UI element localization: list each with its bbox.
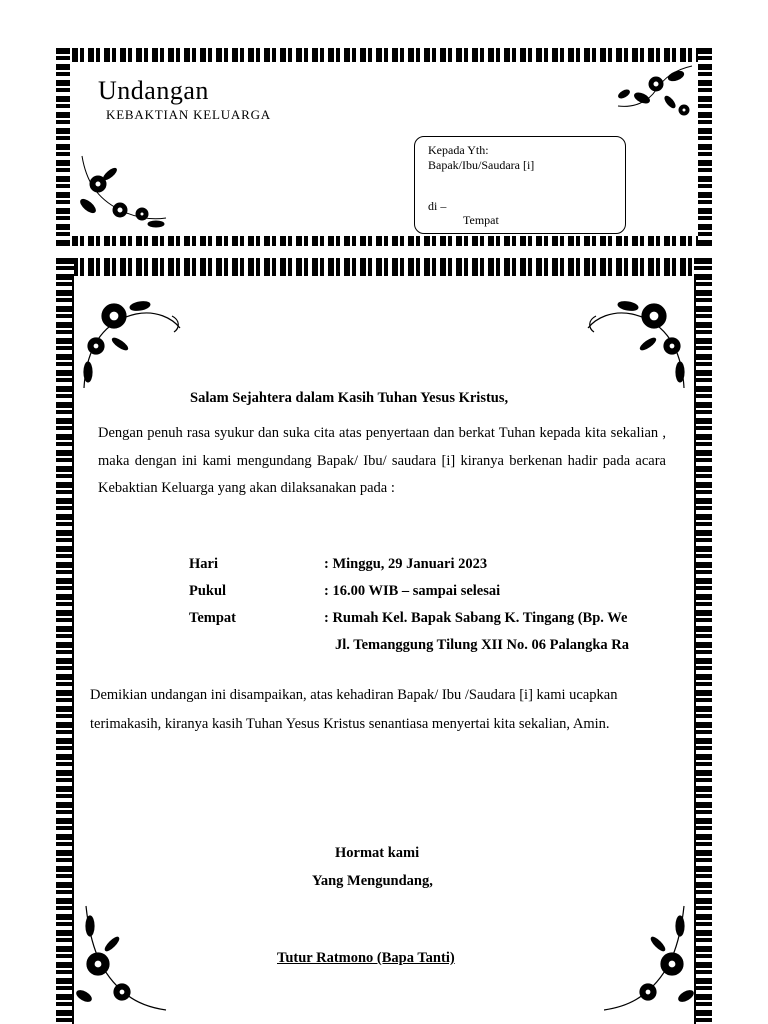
floral-corner-ornament-icon bbox=[76, 904, 168, 1014]
floral-ornament-icon bbox=[604, 64, 694, 128]
frame-border-left bbox=[56, 48, 70, 246]
detail-value-place: : Rumah Kel. Bapak Sabang K. Tingang (Bp. We bbox=[324, 610, 628, 626]
letter-greeting: Salam Sejahtera dalam Kasih Tuhan Yesus Kristus, bbox=[190, 390, 509, 406]
inner-rule-right bbox=[694, 278, 696, 1024]
regards-line-2: Yang Mengundang, bbox=[312, 873, 433, 889]
floral-corner-ornament-icon bbox=[604, 904, 694, 1014]
frame-border-bottom bbox=[56, 236, 712, 246]
detail-label-place: Tempat bbox=[189, 610, 236, 626]
detail-label-day: Hari bbox=[189, 556, 218, 572]
invitation-subtitle: KEBAKTIAN KELUARGA bbox=[106, 107, 271, 122]
frame-border-right bbox=[698, 48, 712, 246]
signer-name: Tutur Ratmono (Bapa Tanti) bbox=[277, 950, 455, 966]
detail-value-address: Jl. Temanggung Tilung XII No. 06 Palangka Ra bbox=[335, 637, 629, 653]
inner-rule-left bbox=[72, 278, 74, 1024]
address-line-1: Kepada Yth: bbox=[428, 143, 489, 157]
floral-corner-ornament-icon bbox=[584, 292, 692, 392]
recipient-address-box bbox=[414, 136, 626, 234]
frame-border-top bbox=[56, 48, 712, 62]
invitation-title: Undangan bbox=[98, 76, 209, 105]
detail-value-time: : 16.00 WIB – sampai selesai bbox=[324, 583, 501, 599]
frame-border-right bbox=[694, 258, 712, 1024]
address-line-2: Bapak/Ibu/Saudara [i] bbox=[428, 158, 535, 172]
detail-value-day: : Minggu, 29 Januari 2023 bbox=[324, 556, 488, 572]
address-line-4: Tempat bbox=[463, 213, 499, 227]
address-line-3: di – bbox=[428, 199, 447, 213]
letter-closing-paragraph: Demikian undangan ini disampaikan, atas kehadiran Bapak/ Ibu /Saudara [i] kami ucapkan terimakasih, kiranya kasih Tuhan Yesus Kristus senantiasa menyertai kita sekalian, Amin. bbox=[90, 687, 618, 732]
detail-label-time: Pukul bbox=[189, 583, 227, 599]
floral-corner-ornament-icon bbox=[76, 292, 186, 392]
regards-line-1: Hormat kami bbox=[335, 845, 420, 861]
floral-ornament-icon bbox=[76, 154, 168, 234]
letter-opening-paragraph: Dengan penuh rasa syukur dan suka cita atas penyertaan dan berkat Tuhan kepada kita sekalian , maka dengan ini kami mengundang Bapak/ Ibu/ saudara [i] kiranya berkenan hadir pada acara Kebaktian Keluarga yang akan dilaksanakan pada : bbox=[98, 425, 666, 496]
frame-border-top bbox=[56, 258, 712, 276]
